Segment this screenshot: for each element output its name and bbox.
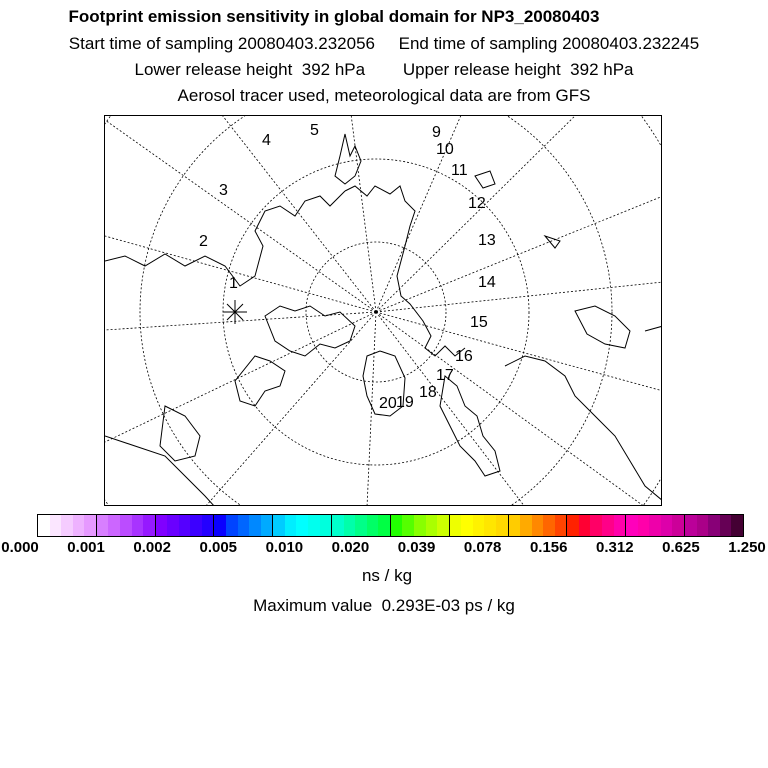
colorbar-segment (167, 515, 179, 536)
colorbar-segment (97, 515, 109, 536)
colorbar-segment (355, 515, 367, 536)
colorbar-segment (179, 515, 191, 536)
colorbar-segment (50, 515, 62, 536)
colorbar-segment (450, 515, 462, 536)
colorbar-tick-label: 0.001 (67, 539, 105, 556)
colorbar-segment (296, 515, 308, 536)
colorbar-tick-label: 0.156 (529, 539, 568, 556)
track-label-13: 13 (478, 232, 496, 249)
colorbar-segment (555, 515, 568, 536)
colorbar-segment (426, 515, 438, 536)
track-label-14: 14 (478, 274, 496, 291)
colorbar-segment (378, 515, 391, 536)
track-label-5: 5 (310, 122, 319, 139)
map-canvas (105, 116, 662, 506)
colorbar-segment (473, 515, 485, 536)
colorbar-segment (672, 515, 685, 536)
colorbar-segment (731, 515, 743, 536)
colorbar-segment (649, 515, 661, 536)
map-title: Footprint emission sensitivity in global domain for NP3_20080403 (68, 7, 600, 26)
colorbar-segment (638, 515, 650, 536)
colorbar-segment (308, 515, 320, 536)
colorbar-segment (602, 515, 614, 536)
colorbar-segment (38, 515, 50, 536)
colorbar-tick-label: 0.039 (397, 539, 436, 556)
maximum-value: Maximum value 0.293E-03 ps / kg (253, 596, 515, 615)
colorbar-segment (344, 515, 356, 536)
colorbar (37, 514, 744, 537)
track-label-10: 10 (436, 141, 454, 158)
colorbar-segment (156, 515, 168, 536)
colorbar-tick-label: 0.005 (199, 539, 238, 556)
colorbar-segment (202, 515, 215, 536)
colorbar-segment (391, 515, 403, 536)
colorbar-segment (590, 515, 602, 536)
colorbar-units: ns / kg (361, 566, 413, 585)
colorbar-tick-label: 0.078 (463, 539, 502, 556)
colorbar-tick-label: 0.002 (133, 539, 171, 556)
colorbar-segment (661, 515, 673, 536)
colorbar-segment (143, 515, 156, 536)
colorbar-segment (402, 515, 414, 536)
colorbar-segment (238, 515, 250, 536)
colorbar-segment (120, 515, 132, 536)
colorbar-segment (332, 515, 344, 536)
colorbar-segment (520, 515, 532, 536)
colorbar-tick-label: 0.020 (331, 539, 370, 556)
track-label-3: 3 (219, 182, 228, 199)
track-label-17: 17 (436, 367, 454, 384)
track-label-1: 1 (229, 275, 238, 292)
colorbar-segment (261, 515, 274, 536)
colorbar-segment (214, 515, 226, 536)
colorbar-tick-label: 0.000 (1, 539, 39, 556)
colorbar-segment (567, 515, 579, 536)
release-heights: Lower release height 392 hPa Upper release height 392 hPa (134, 60, 634, 79)
colorbar-segment (285, 515, 297, 536)
colorbar-tick-label: 0.312 (596, 539, 634, 556)
colorbar-segment (84, 515, 97, 536)
release-marker-icon (223, 300, 247, 324)
track-label-12: 12 (468, 195, 486, 212)
colorbar-segment (273, 515, 285, 536)
colorbar-segment (496, 515, 509, 536)
track-labels (199, 122, 496, 412)
colorbar-segment (108, 515, 120, 536)
colorbar-segment (437, 515, 450, 536)
colorbar-segment (708, 515, 720, 536)
track-label-4: 4 (262, 132, 271, 149)
track-label-20: 20 (379, 395, 397, 412)
colorbar-segment (73, 515, 85, 536)
colorbar-segment (720, 515, 732, 536)
colorbar-segment (543, 515, 555, 536)
colorbar-segment (484, 515, 496, 536)
colorbar-segment (579, 515, 591, 536)
colorbar-segment (626, 515, 638, 536)
colorbar-tick-label: 0.010 (265, 539, 304, 556)
colorbar-ticks (0, 539, 768, 559)
colorbar-tick-label: 0.625 (662, 539, 700, 556)
track-label-16: 16 (455, 348, 473, 365)
colorbar-segment (461, 515, 473, 536)
latitude-circles (105, 116, 662, 506)
track-label-2: 2 (199, 233, 208, 250)
colorbar-segment (132, 515, 144, 536)
colorbar-segment (414, 515, 426, 536)
colorbar-segment (367, 515, 379, 536)
sampling-times: Start time of sampling 20080403.232056 End time of sampling 20080403.232245 (68, 34, 700, 53)
track-label-9: 9 (432, 124, 441, 141)
colorbar-segment (249, 515, 261, 536)
track-label-11: 11 (451, 162, 468, 179)
track-label-18: 18 (419, 384, 437, 401)
track-label-15: 15 (470, 314, 488, 331)
polar-map (104, 115, 662, 506)
colorbar-segment (697, 515, 709, 536)
coastlines (105, 134, 662, 506)
colorbar-segment (320, 515, 333, 536)
colorbar-segment (226, 515, 238, 536)
colorbar-segment (685, 515, 697, 536)
colorbar-segment (614, 515, 627, 536)
colorbar-tick-label: 1.250 (728, 539, 766, 556)
tracer-info: Aerosol tracer used, meteorological data are from GFS (177, 86, 591, 105)
colorbar-segment (509, 515, 521, 536)
meridians (105, 116, 662, 506)
track-label-19: 19 (396, 394, 414, 411)
colorbar-segment (61, 515, 73, 536)
colorbar-segment (532, 515, 544, 536)
colorbar-segment (190, 515, 202, 536)
